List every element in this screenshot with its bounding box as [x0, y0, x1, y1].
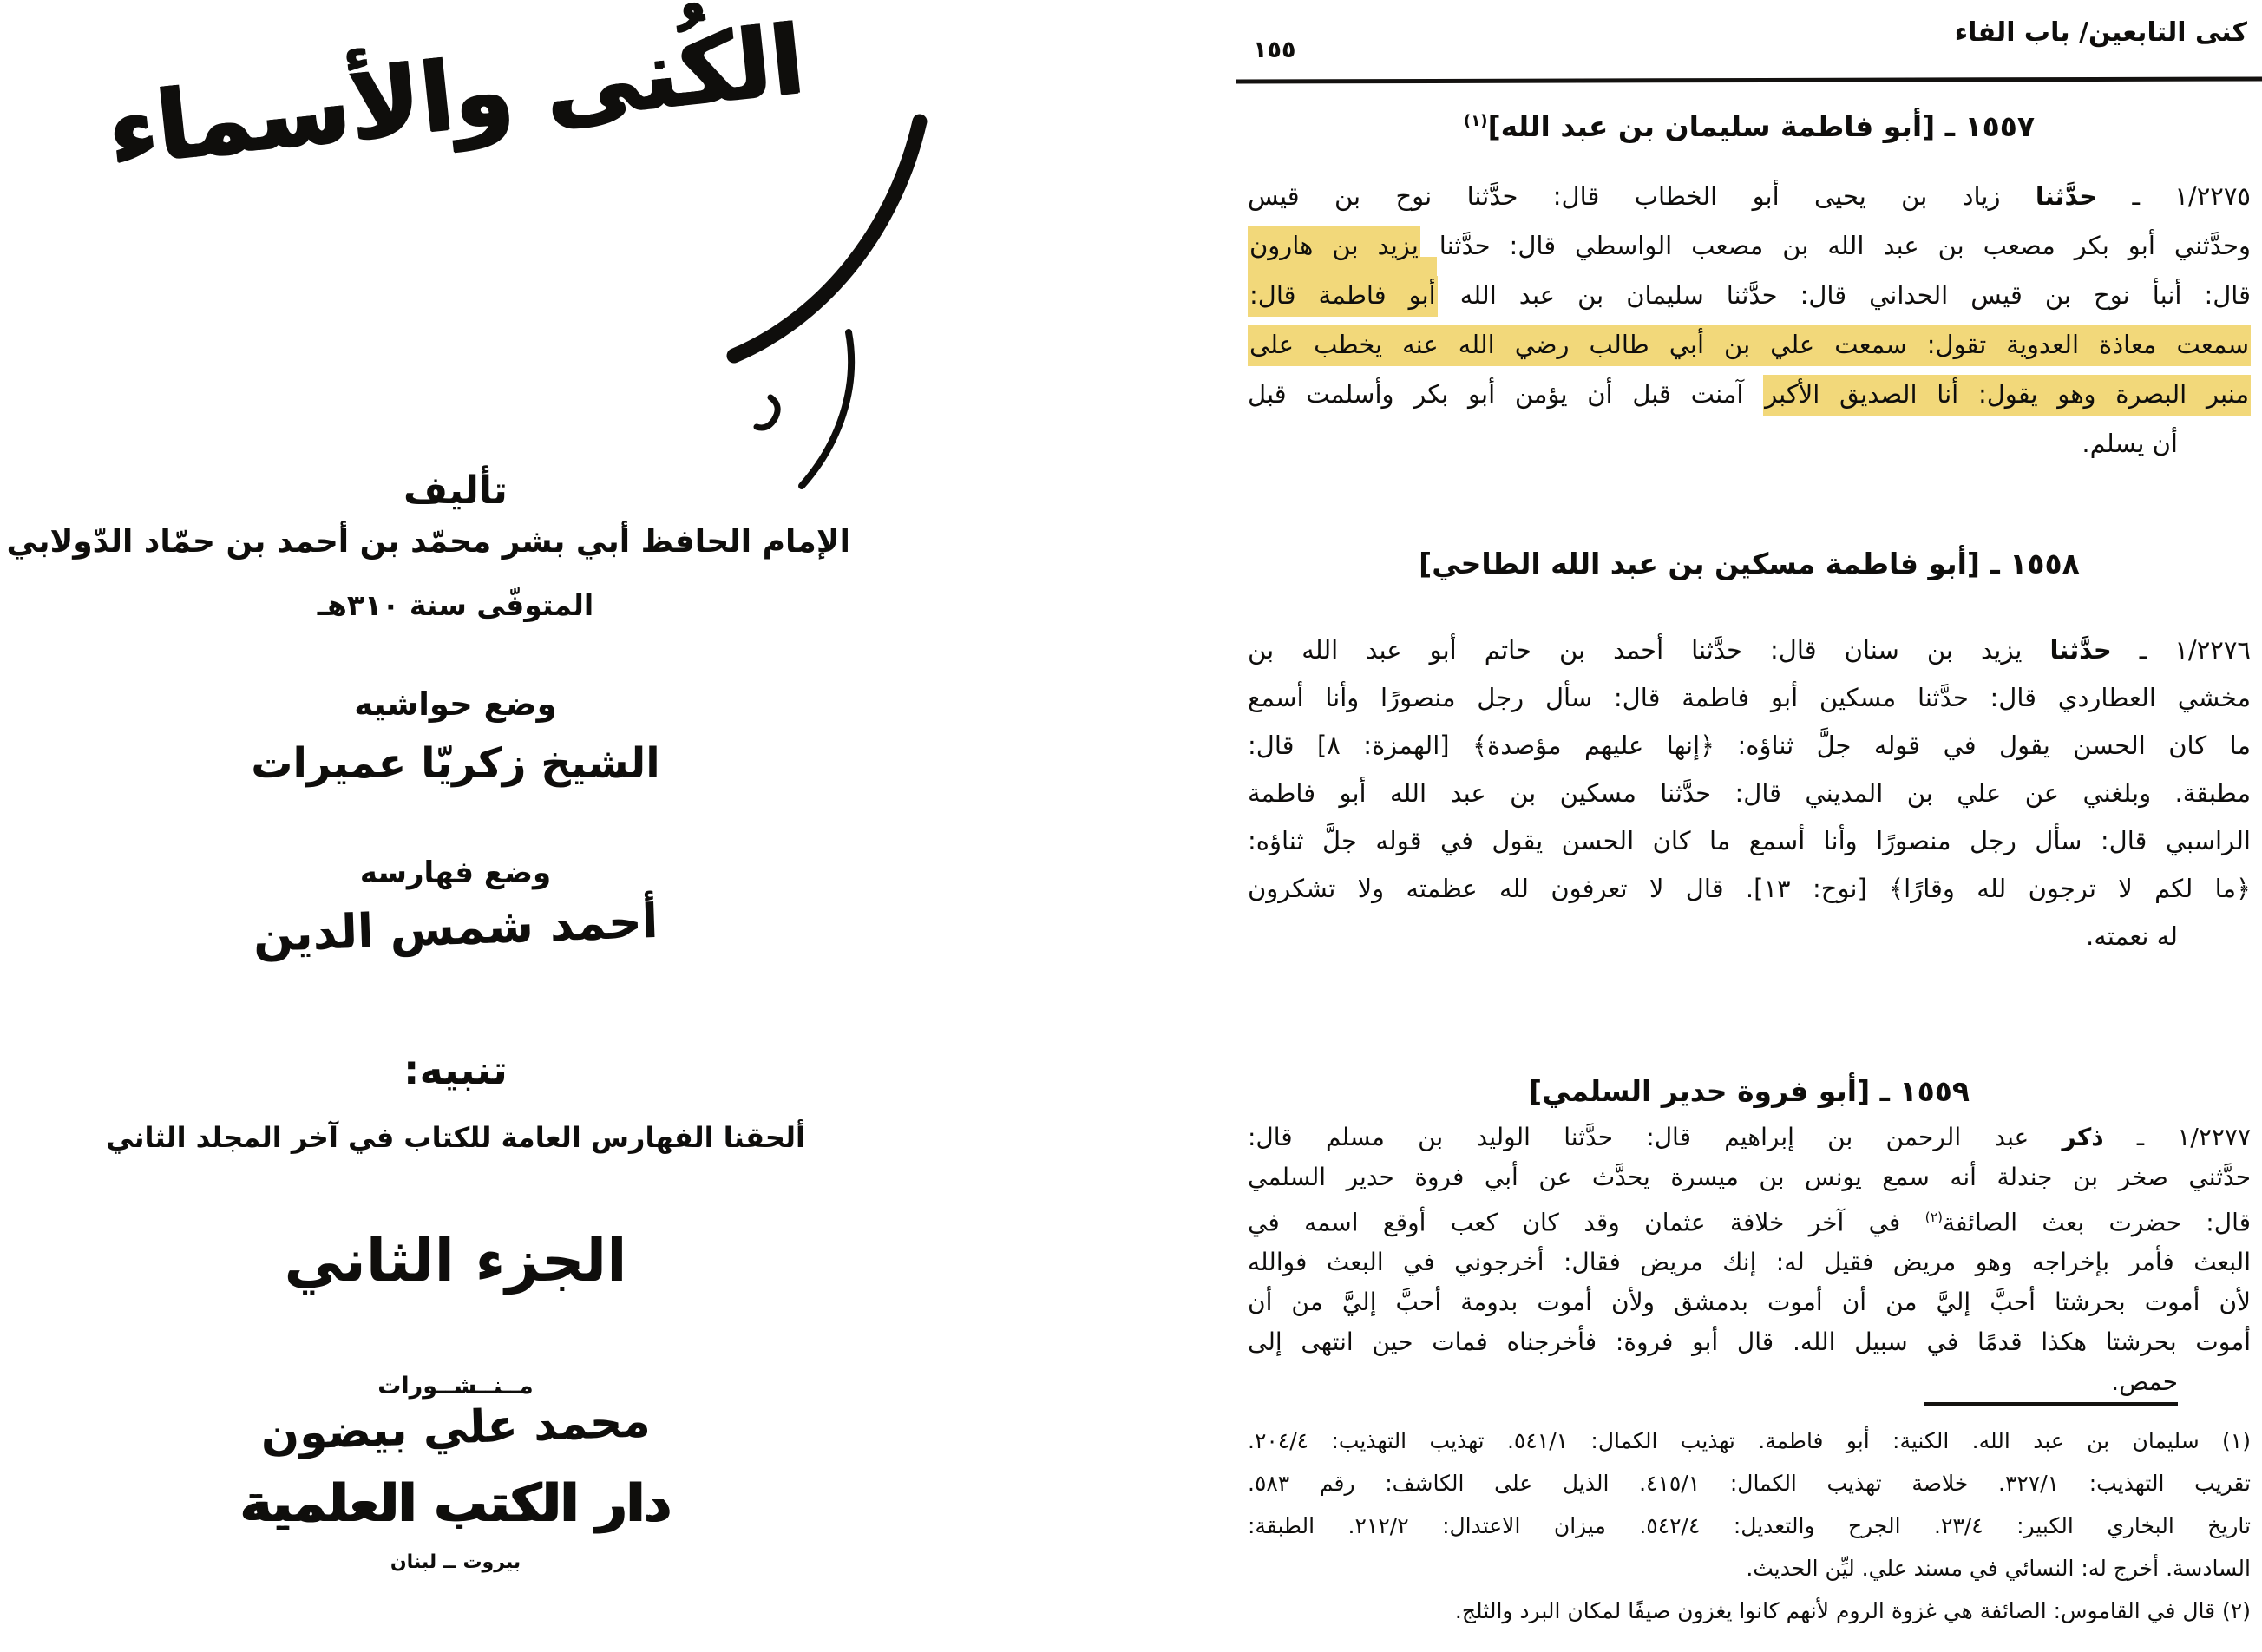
volume-title: الجزء الثاني [284, 1227, 627, 1295]
footnote-ref-marker: (٢) [1924, 1210, 1943, 1225]
text-line [1248, 1504, 2251, 1547]
text-line [1248, 913, 2251, 960]
text-line [1248, 1197, 2251, 1242]
text-line [1248, 221, 2251, 271]
text-segment: في آخر خلافة عثمان وقد كان كعب أوقع اسمه في [1248, 1208, 1925, 1237]
footnotes-block [1248, 1419, 2251, 1632]
text-line [1248, 320, 2251, 370]
text-segment: ١/٢٢٧٦ ـ [2111, 635, 2251, 665]
text-line [1248, 1282, 2251, 1322]
text-line [1248, 1322, 2251, 1362]
calligraphy-flourish-icon [718, 111, 935, 502]
text-segment: يزيد بن سنان قال: حدَّثنا أحمد بن حاتم أبو عبد الله بن [1248, 635, 2050, 665]
indexer-label: وضع فهارسه [359, 856, 552, 890]
text-segment: (١) سليمان بن عبد الله. الكنية: أبو فاطمة. تهذيب الكمال: ٥٤١/١. تهذيب التهذيب: ٢٠٤/٤. [1248, 1428, 2251, 1453]
text-line [1248, 1118, 2251, 1157]
header-rule [1236, 76, 2262, 83]
text-segment: ما كان الحسن يقول في قوله جلَّ ثناؤه: ﴿إنها عليهم مؤصدة﴾ [الهمزة: ٨] قال: [1248, 731, 2251, 760]
annotator-label: وضع حواشيه [354, 685, 557, 723]
text-segment: مطبقة. وبلغني عن علي بن المديني قال: حدَّثنا مسكين بن عبد الله أبو فاطمة [1248, 778, 2251, 808]
entry-heading-1559 [1248, 1074, 2251, 1108]
text-segment: حدَّثني صخر بن جندلة أنه سمع يونس بن ميسرة يحدَّث عن أبي فروة حدير السلمي [1248, 1163, 2251, 1191]
text-segment: السادسة. أخرج له: النسائي في مسند علي. ليِّن الحديث. [1746, 1556, 2251, 1581]
running-head: كنى التابعين/ باب الفاء [1954, 17, 2247, 48]
author-name: الإمام الحافظ أبي بشر محمّد بن أحمد بن حمّاد الدّولابي [6, 524, 850, 560]
text-line [1248, 1419, 2251, 1462]
text-segment: تاريخ البخاري الكبير: ٢٣/٤. الجرح والتعديل: ٥٤٢/٤. ميزان الاعتدال: ٢١٢/٢. الطبقة: [1248, 1513, 2251, 1538]
text-segment: ﴿ما لكم لا ترجون لله وقارًا﴾ [نوح: ١٣]. قال لا تعرفون لله عظمته ولا تشكرون [1248, 874, 2251, 903]
entry-heading-1558 [1248, 547, 2251, 580]
text-segment: ١/٢٢٧٥ ـ [2097, 181, 2251, 211]
text-line [1248, 271, 2251, 320]
text-line [1248, 1590, 2251, 1632]
entry-paragraph-1559 [1248, 1118, 2251, 1402]
text-line [1248, 865, 2251, 913]
entry-paragraph-1557 [1248, 172, 2251, 469]
text-segment: حدَّثنا [2049, 635, 2112, 665]
text-line [1248, 626, 2251, 674]
notice-label: تنبيه: [403, 1046, 508, 1093]
author-death-date: المتوفّى سنة ٣١٠هـ [317, 588, 594, 622]
text-segment: قال: أنبأ نوح بن قيس الحداني قال: حدَّثنا سليمان بن عبد الله [1437, 280, 2251, 310]
publisher-person-signature: محمد علي بيضون [259, 1395, 652, 1461]
highlighted-text: سمعت معاذة العدوية تقول: سمعت علي بن أبي طالب رضي الله عنه يخطب على [1248, 325, 2251, 366]
indexer-name: أحمد شمس الدين [252, 893, 659, 963]
footnote-separator-rule [1924, 1402, 2178, 1406]
annotator-name: الشيخ زكريّا عميرات [251, 739, 660, 788]
text-line [1248, 674, 2251, 722]
highlighted-text: منبر البصرة وهو يقول: أنا الصديق الأكبر [1763, 375, 2251, 416]
text-segment: قال: حضرت بعث الصائفة [1942, 1208, 2251, 1237]
entry-heading-1557 [1248, 109, 2251, 143]
text-line [1248, 722, 2251, 770]
text-segment: وحدَّثني أبو بكر مصعب بن عبد الله بن مصعب الواسطي قال: حدَّثنا [1419, 231, 2251, 260]
authorship-label: تأليف [403, 469, 508, 513]
highlighted-text: يزيد بن هارون [1248, 226, 1420, 267]
footnote-ref-marker: (١) [1463, 112, 1488, 130]
text-line [1248, 419, 2251, 469]
entry-heading-text: ١٥٥٩ ـ [أبو فروة حدير السلمي] [1528, 1074, 1970, 1108]
page-number: ١٥٥ [1253, 36, 1296, 63]
entry-heading-text: ١٥٥٨ ـ [أبو فاطمة مسكين بن عبد الله الطاحي] [1419, 547, 2080, 580]
highlighted-text: أبو فاطمة قال: [1248, 276, 1438, 317]
text-segment: أموت بحرشتا هكذا قدمًا في سبيل الله. قال أبو فروة: فأخرجناه فمات حين انتهى إلى [1248, 1328, 2251, 1357]
entry-heading-text: ١٥٥٧ ـ [أبو فاطمة سليمان بن عبد الله] [1487, 109, 2036, 143]
text-line [1248, 1157, 2251, 1197]
text-line [1248, 1362, 2251, 1402]
publications-label: مــنــشــورات [377, 1373, 534, 1400]
text-line [1248, 172, 2251, 221]
text-segment: أن يسلم. [2082, 429, 2178, 458]
text-segment: ١/٢٢٧٧ ـ [2103, 1123, 2251, 1151]
text-segment: الراسبي قال: سأل رجل منصورًا وأنا أسمع ما كان الحسن يقول في قوله جلَّ ثناؤه: [1248, 826, 2251, 856]
text-segment: له نعمته. [2086, 921, 2178, 951]
publisher-city: بيروت ــ لبنان [390, 1551, 521, 1573]
text-line [1248, 770, 2251, 817]
text-line [1248, 817, 2251, 865]
entry-paragraph-1558 [1248, 626, 2251, 960]
text-segment: البعث فأمر بإخراجه وهو مريض فقيل له: إنك مريض فقال: أخرجوني في البعث فوالله [1248, 1248, 2251, 1277]
text-line [1248, 370, 2251, 419]
text-segment: آمنت قبل أن يؤمن أبو بكر وأسلمت قبل [1248, 379, 1764, 409]
text-segment: تقريب التهذيب: ٣٢٧/١. خلاصة تهذيب الكمال: ٤١٥/١. الذيل على الكاشف: رقم ٥٨٣. [1248, 1471, 2252, 1496]
text-segment: ذكر [2062, 1123, 2104, 1151]
text-line [1248, 1242, 2251, 1282]
text-segment: زياد بن يحيى أبو الخطاب قال: حدَّثنا نوح بن قيس [1248, 181, 2036, 211]
text-line [1248, 1462, 2251, 1504]
book-title-calligraphy: الكُنى والأسماء [102, 3, 809, 187]
text-segment: عبد الرحمن بن إبراهيم قال: حدَّثنا الوليد بن مسلم قال: [1248, 1123, 2062, 1151]
notice-text: ألحقنا الفهارس العامة للكتاب في آخر المجلد الثاني [106, 1121, 805, 1154]
text-page [1248, 0, 2251, 1652]
text-segment: لأن أموت بحرشتا أحبَّ إليَّ من أن أموت بدمشق ولأن أموت بدومة أحبَّ إليَّ من أن [1248, 1288, 2251, 1317]
publisher-logo: دار الكتب العلمية [239, 1473, 672, 1534]
text-segment: (٢) قال في القاموس: الصائفة هي غزوة الروم لأنهم كانوا يغزون صيفًا لمكان البرد والثلج. [1454, 1598, 2251, 1623]
text-segment: مخشي العطاردي قال: حدَّثنا مسكين أبو فاطمة قال: سأل رجل منصورًا وأنا أسمع [1248, 683, 2251, 712]
text-segment: حدَّثنا [2035, 181, 2098, 211]
text-line [1248, 1547, 2251, 1590]
text-segment: حمص. [2111, 1367, 2178, 1397]
